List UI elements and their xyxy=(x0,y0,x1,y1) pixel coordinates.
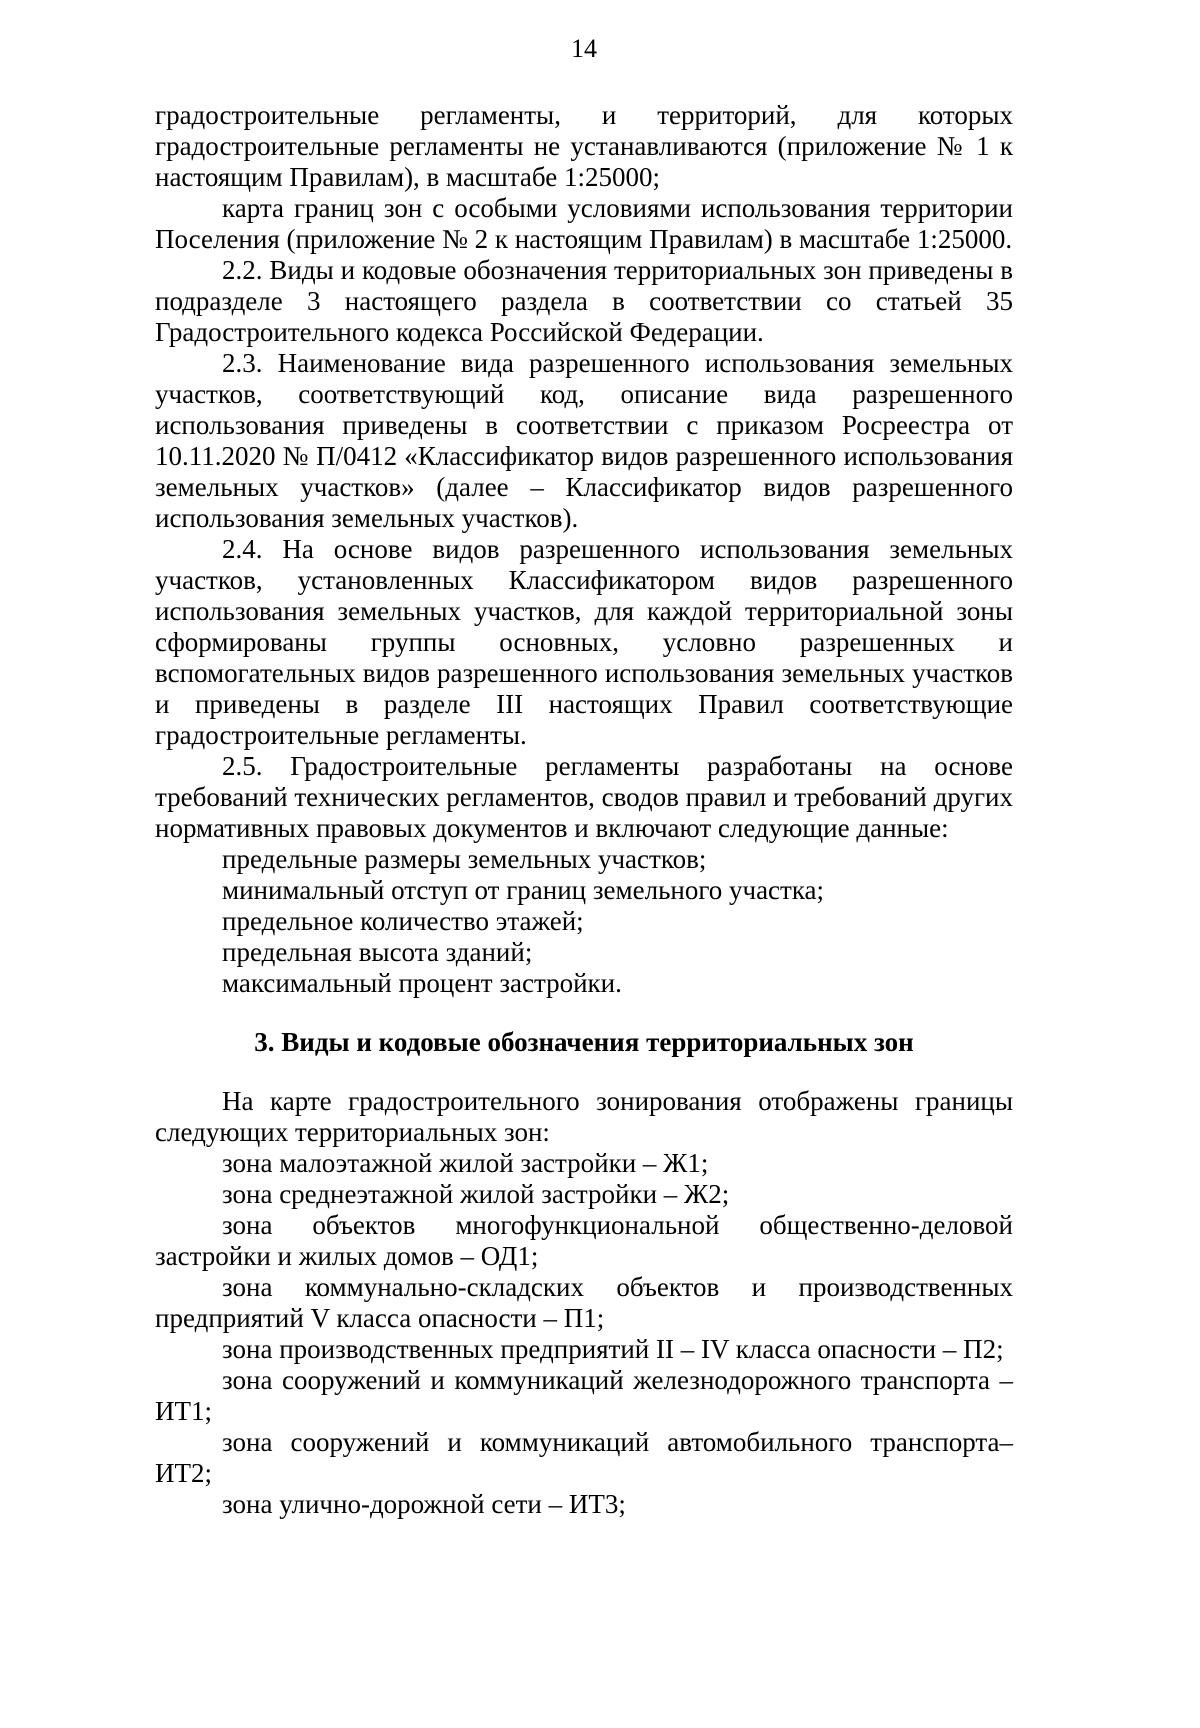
paragraph: градостроительные регламенты, и территорий, для которых градостроительные регламенты не устанавливаются (приложение № 1 к настоящим Правилам), в масштабе 1:25000; xyxy=(155,100,1013,192)
paragraph: 2.2. Виды и кодовые обозначения территориальных зон приведены в подразделе 3 настоящего раздела в соответствии со статьей 35 Градостроительного кодекса Российской Федерации. xyxy=(155,255,1013,347)
paragraph: зона сооружений и коммуникаций железнодорожного транспорта – ИТ1; xyxy=(155,1365,1013,1426)
paragraph: зона производственных предприятий II – IV класса опасности – П2; xyxy=(222,1334,1004,1364)
paragraph: На карте градостроительного зонирования отображены границы следующих территориальных зон: xyxy=(155,1086,1013,1147)
paragraph: зона объектов многофункциональной общественно-деловой застройки и жилых домов – ОД1; xyxy=(155,1210,1013,1271)
page-number: 14 xyxy=(571,34,597,63)
section-heading: 3. Виды и кодовые обозначения территориальных зон xyxy=(254,1027,914,1057)
paragraph: максимальный процент застройки. xyxy=(222,968,622,998)
paragraph: зона среднеэтажной жилой застройки – Ж2; xyxy=(222,1179,730,1209)
paragraph: зона улично-дорожной сети – ИТ3; xyxy=(222,1489,626,1519)
paragraph: предельное количество этажей; xyxy=(222,906,584,936)
paragraph: зона сооружений и коммуникаций автомобильного транспорта– ИТ2; xyxy=(155,1427,1013,1488)
paragraph: предельная высота зданий; xyxy=(222,937,533,967)
paragraph: карта границ зон с особыми условиями использования территории Поселения (приложение № 2 к настоящим Правилам) в масштабе 1:25000. xyxy=(155,193,1013,254)
paragraph: зона малоэтажной жилой застройки – Ж1; xyxy=(222,1148,709,1178)
paragraph: минимальный отступ от границ земельного участка; xyxy=(222,875,825,905)
document-content xyxy=(155,100,1013,1520)
paragraph: зона коммунально-складских объектов и производственных предприятий V класса опасности – П1; xyxy=(155,1272,1013,1333)
paragraph: 2.3. Наименование вида разрешенного использования земельных участков, соответствующий код, описание вида разрешенного использования приведены в соответствии с приказом Росреестра от 10.11.2020 № П/0412 «Классификатор видов разрешенного использования земельных участков» (далее – Классификатор видов разрешенного использования земельных участков). xyxy=(155,348,1013,533)
paragraph: 2.4. На основе видов разрешенного использования земельных участков, установленных Классификатором видов разрешенного использования земельных участков, для каждой территориальной зоны сформированы группы основных, условно разрешенных и вспомогательных видов разрешенного использования земельных участков и приведены в разделе III настоящих Правил соответствующие градостроительные регламенты. xyxy=(155,534,1013,750)
paragraph: предельные размеры земельных участков; xyxy=(222,844,707,874)
paragraph: 2.5. Градостроительные регламенты разработаны на основе требований технических регламентов, сводов правил и требований других нормативных правовых документов и включают следующие данные: xyxy=(155,751,1013,843)
